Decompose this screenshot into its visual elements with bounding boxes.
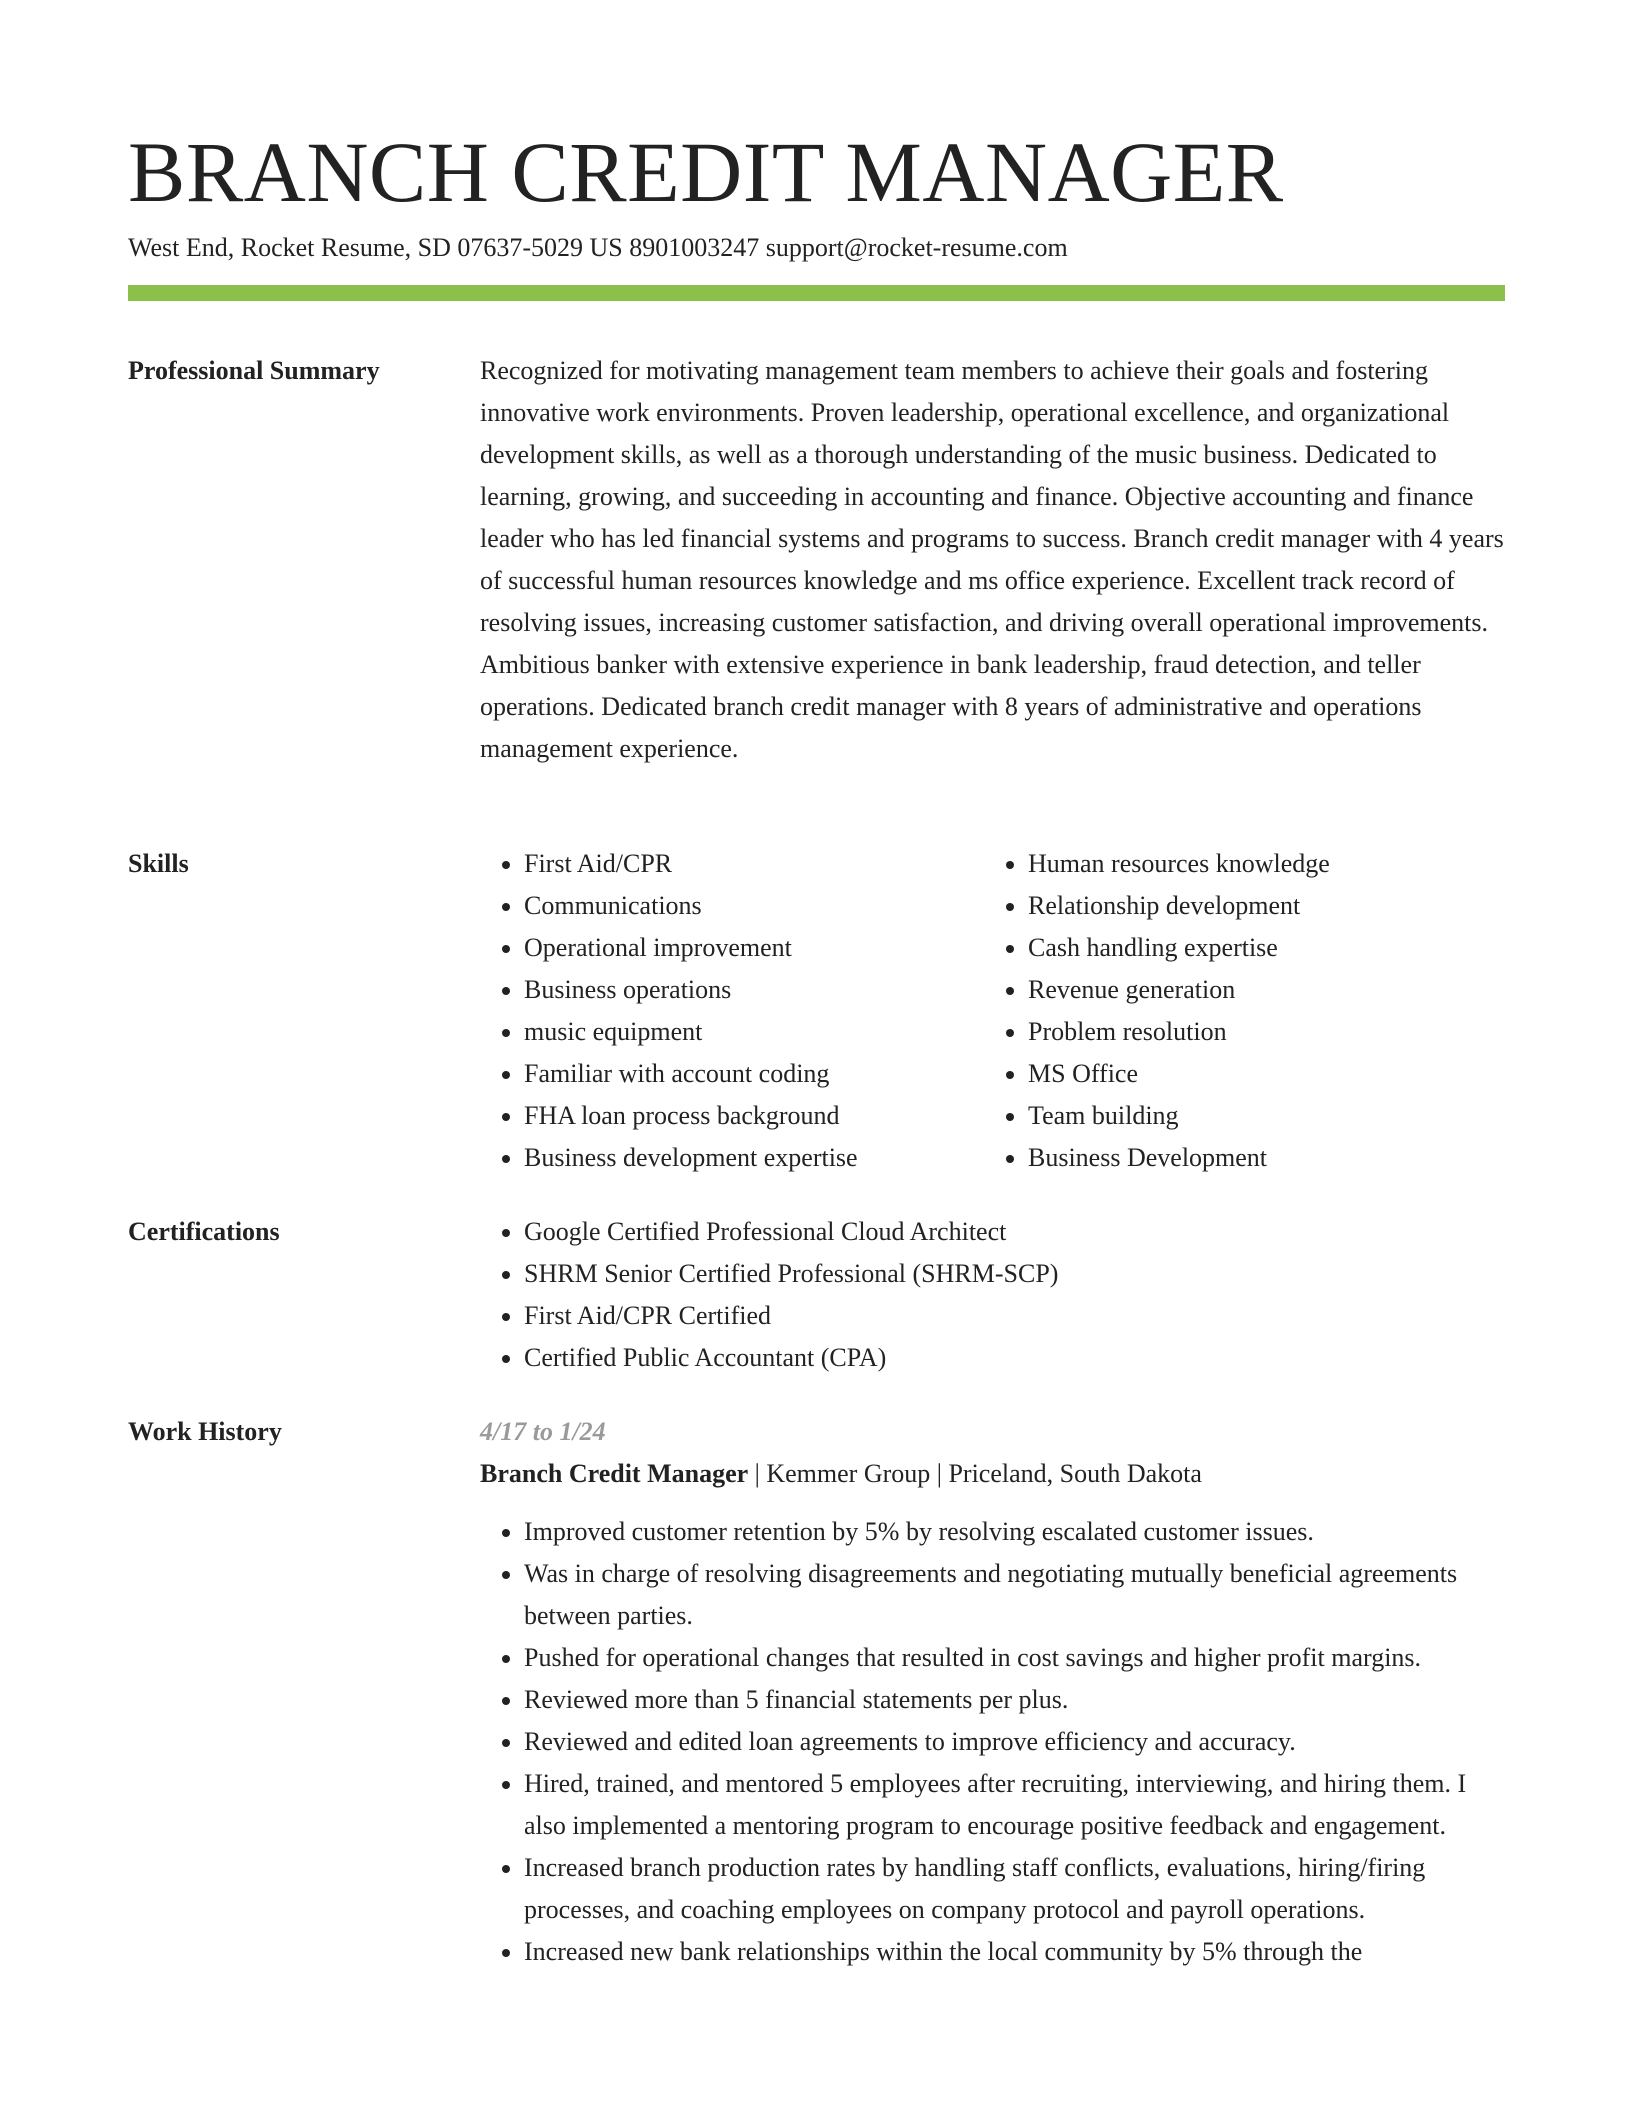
skills-body bbox=[480, 843, 1505, 1179]
list-item: • Business development expertise bbox=[524, 1137, 984, 1179]
job-title: Branch Credit Manager bbox=[480, 1459, 749, 1488]
job-dates: 4/17 to 1/24 bbox=[480, 1417, 606, 1446]
list-item: • Team building bbox=[1028, 1095, 1488, 1137]
skills-column-right bbox=[984, 843, 1488, 1179]
list-item: • Familiar with account coding bbox=[524, 1053, 984, 1095]
summary-body bbox=[480, 350, 1505, 770]
summary-text: Recognized for motivating management team members to achieve their goals and fostering innovative work environments. Proven leadership, operational excellence, and organizational development skills, as well as a thorough understanding of the music business. Dedicated to learning, growing, and succeeding in accounting and finance. Objective accounting and finance leader who has led financial systems and programs to success. Branch credit manager with 4 years of successful human resources knowledge and ms office experience. Excellent track record of resolving issues, increasing customer satisfaction, and driving overall operational improvements. Ambitious banker with extensive experience in bank leadership, fraud detection, and teller operations. Dedicated branch credit manager with 8 years of administrative and operations management experience. bbox=[480, 356, 1504, 763]
skills-list-right bbox=[984, 843, 1488, 1179]
list-item: • Increased new bank relationships within the local community by 5% through the bbox=[524, 1931, 1505, 1973]
list-item: • Hired, trained, and mentored 5 employees after recruiting, interviewing, and hiring them. I also implemented a mentoring program to encourage positive feedback and engagement. bbox=[524, 1763, 1505, 1847]
list-item: • Communications bbox=[524, 885, 984, 927]
certifications-body bbox=[480, 1211, 1505, 1379]
list-item: • Business Development bbox=[1028, 1137, 1488, 1179]
summary-heading: Professional Summary bbox=[128, 356, 380, 385]
list-item: • Cash handling expertise bbox=[1028, 927, 1488, 969]
resume-name: BRANCH CREDIT MANAGER bbox=[128, 124, 1284, 220]
list-item: • Business operations bbox=[524, 969, 984, 1011]
list-item: • First Aid/CPR bbox=[524, 843, 984, 885]
job-header bbox=[480, 1453, 1505, 1495]
work-history-heading: Work History bbox=[128, 1417, 282, 1446]
list-item: • FHA loan process background bbox=[524, 1095, 984, 1137]
job-bullets bbox=[480, 1511, 1505, 1973]
list-item: • Revenue generation bbox=[1028, 969, 1488, 1011]
list-item: • Operational improvement bbox=[524, 927, 984, 969]
certifications-heading: Certifications bbox=[128, 1217, 280, 1246]
list-item: • Relationship development bbox=[1028, 885, 1488, 927]
job-details: | Kemmer Group | Priceland, South Dakota bbox=[748, 1459, 1202, 1488]
certifications-list bbox=[480, 1211, 1505, 1379]
skills-list-left bbox=[480, 843, 984, 1179]
list-item: • Increased branch production rates by handling staff conflicts, evaluations, hiring/firing processes, and coaching employees on company protocol and payroll operations. bbox=[524, 1847, 1505, 1931]
list-item: • SHRM Senior Certified Professional (SHRM-SCP) bbox=[524, 1253, 1505, 1295]
work-history-body bbox=[480, 1411, 1505, 1973]
list-item: • MS Office bbox=[1028, 1053, 1488, 1095]
list-item: • Pushed for operational changes that resulted in cost savings and higher profit margins. bbox=[524, 1637, 1505, 1679]
list-item: • Reviewed and edited loan agreements to improve efficiency and accuracy. bbox=[524, 1721, 1505, 1763]
list-item: • Google Certified Professional Cloud Architect bbox=[524, 1211, 1505, 1253]
list-item: • Certified Public Accountant (CPA) bbox=[524, 1337, 1505, 1379]
list-item: • Human resources knowledge bbox=[1028, 843, 1488, 885]
accent-divider bbox=[128, 285, 1505, 301]
list-item: • Reviewed more than 5 financial statements per plus. bbox=[524, 1679, 1505, 1721]
list-item: • Improved customer retention by 5% by resolving escalated customer issues. bbox=[524, 1511, 1505, 1553]
list-item: • Problem resolution bbox=[1028, 1011, 1488, 1053]
list-item: • music equipment bbox=[524, 1011, 984, 1053]
list-item: • Was in charge of resolving disagreements and negotiating mutually beneficial agreements between parties. bbox=[524, 1553, 1505, 1637]
skills-heading: Skills bbox=[128, 849, 189, 878]
skills-column-left bbox=[480, 843, 984, 1179]
contact-info: West End, Rocket Resume, SD 07637-5029 US 8901003247 support@rocket-resume.com bbox=[128, 233, 1068, 262]
list-item: • First Aid/CPR Certified bbox=[524, 1295, 1505, 1337]
